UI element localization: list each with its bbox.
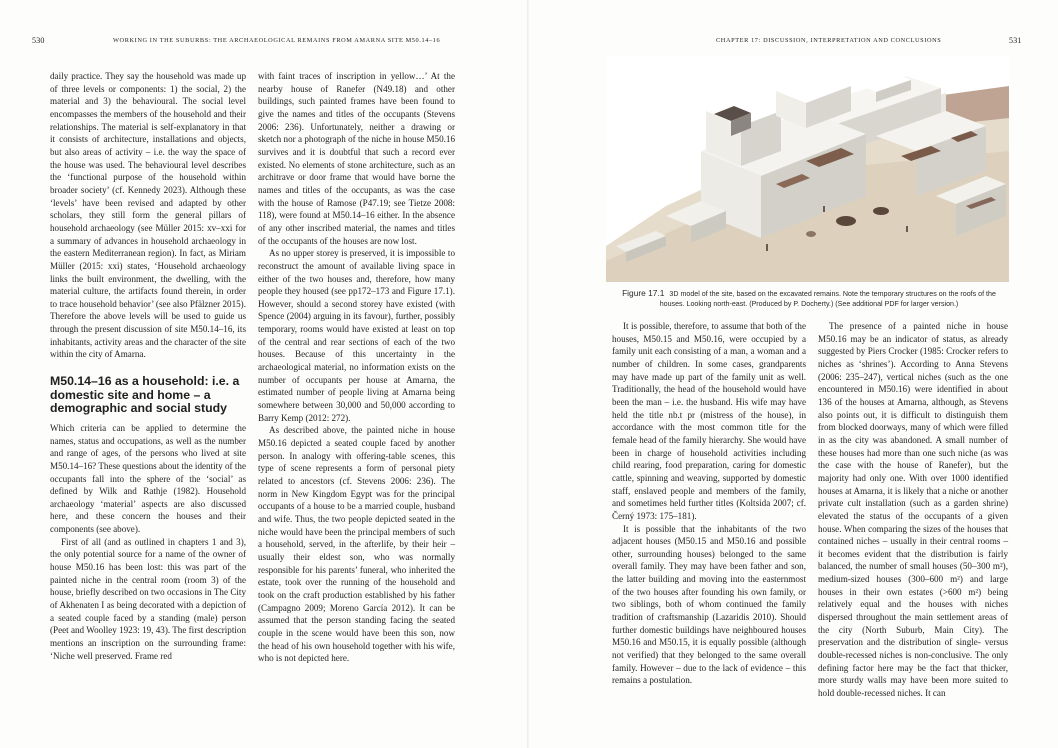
right-column-1: [612, 320, 806, 687]
paragraph: daily practice. They say the household was made up of three levels or components: 1) the social, 2) the material and 3) the behavioural. The social level encompasses the members of the household and their relationships. The material is self-explanatory in that it consists of architecture, installations and objects, but also areas of activity – i.e. the way the space of the house was used. The behavioural level describes the ‘functional purpose of the household within broader society’ (cf. Kennedy 2023). Although these ‘levels’ have been revised and adapted by other scholars, they still form the general pillars of household archaeology (see Müller 2015: xv–xxi for a summary of advances in household archaeology in the eastern Mediterranean region). In fact, as Miriam Müller (2015: xxi) states, ‘Household archaeology links the built environment, the dwelling, with the material culture, the artifacts found therein, in order to trace household behavior’ (see also Pfälzner 2015). Therefore the above levels will be used to guide us through the present discussion of site M50.14–16, its inhabitants, activity areas and the character of the site within the city of Amarna.: [50, 71, 246, 360]
figure-caption: [612, 288, 1006, 310]
paragraph: It is possible that the inhabitants of the two adjacent houses (M50.15 and M50.16 and possible other, surrounding houses) belonged to the same overall family. They may have been father and son, the latter building and moving into the easternmost of the two houses after founding his own family, or two siblings, both of whom continued the family tradition of craftsmanship (Lazaridis 2010). Should further domestic buildings have neighboured houses M50.16 and M50.15, it is equally possible (although not verified) that they belonged to the same overall family. However – due to the lack of evidence – this remains a postulation.: [612, 523, 806, 686]
left-column-1: [50, 70, 246, 662]
section-heading: M50.14–16 as a household: i.e. a domestic site and home – a demographic and social study: [50, 374, 240, 416]
page-number-right: 531: [1009, 36, 1022, 45]
paragraph: As described above, the painted niche in house M50.16 depicted a seated couple faced by another person. In analogy with offering-table scenes, this type of scene represents a form of personal piety related to ancestors (cf. Stevens 2006: 236). The norm in New Kingdom Egypt was for the principal occupants of a house to be a married couple, husband and wife. Thus, the two people depicted seated in the niche would have been the principal members of such a household, served, in the afterlife, by their heir – usually their eldest son, who was normally responsible for his parents’ funeral, who inherited the estate, took over the running of the household and took on the craft production established by his father (Campagno 2009; Moreno García 2012). It can be assumed that the person standing facing the seated couple in the scene would have been this son, now the head of his own household together with his wife, who is not depicted here.: [258, 425, 455, 664]
figure-label: Figure 17.1: [622, 288, 665, 298]
paragraph: with faint traces of inscription in yellow…’ At the nearby house of Ranefer (N49.18) and other buildings, such painted frames have been found to give the names and titles of the occupants (Stevens 2006: 236). Unfortunately, neither a drawing or sketch nor a photograph of the niche in house M50.16 survives and it is doubtful that such a record ever existed. No elements of stone architecture, such as an architrave or door frame that would have borne the names and titles of the occupants, as was the case with the house of Ramose (P47.19; see Tietze 2008: 118), were found at M50.14–16 either. In the absence of any other inscribed material, the names and titles of the occupants of the houses are now lost.: [258, 71, 455, 246]
figure-caption-text: 3D model of the site, based on the excavated remains. Note the temporary structures on the roofs of the houses. Looking north-east. (Produced by P. Docherty.) (See additional PDF for larger version.): [659, 290, 996, 309]
right-column-2: [818, 320, 1008, 700]
site-model-illustration: [606, 56, 1009, 282]
paragraph: First of all (and as outlined in chapters 1 and 3), the only potential source for a name of the owner of house M50.16 has been lost: this was part of the painted niche in the central room (room 3) of the house, briefly described on two occasions in The City of Akhenaten I as being decorated with a depiction of a seated couple faced by a standing (male) person (Peet and Woolley 1923: 19, 43). The first description mentions an inscription on the surrounding frame: ‘Niche well preserved. Frame red: [50, 536, 246, 661]
page-number-left: 530: [32, 36, 45, 45]
running-head-right: CHAPTER 17: DISCUSSION, INTERPRETATION AND CONCLUSIONS: [716, 37, 942, 44]
running-head-left: WORKING IN THE SUBURBS: THE ARCHAEOLOGICAL REMAINS FROM AMARNA SITE M50.14–16: [113, 37, 441, 44]
left-column-2: [258, 70, 455, 665]
paragraph: It is possible, therefore, to assume that both of the houses, M50.15 and M50.16, were occupied by a family unit each consisting of a man, a woman and a number of children. In some cases, grandparents may have made up part of the family unit as well. Traditionally, the head of the household would have been the man – i.e. the husband. His wife may have held the title nb.t pr (mistress of the house), in accordance with the most common title for the female head of the family hierarchy. She would have been in charge of household activities including child rearing, food preparation, caring for domestic cattle, spinning and weaving, supported by domestic staff, enslaved people and members of the family, and sometimes held further titles (Koltsida 2007; cf. Černý 1973: 175–181).: [612, 321, 806, 521]
figure-3d-model: [606, 56, 1009, 282]
paragraph: Which criteria can be applied to determine the names, status and occupations, as well as the number and range of ages, of the persons who lived at site M50.14–16? These questions about the identity of the occupants fall into the sphere of the ‘social’ as defined by Wilk and Rathje (1982). Household archaeology ‘material’ aspects are also discussed here, and these concern the houses and their components (see above).: [50, 422, 246, 535]
paragraph: As no upper storey is preserved, it is impossible to reconstruct the amount of available living space in either of the two houses and, therefore, how many people they housed (see pp172–173 and Figure 17.1). However, should a second storey have existed (with Spence (2004) arguing in its favour), further, possibly temporary, rooms would have existed at least on top of the central and rear sections of each of the two houses. Because of this uncertainty in the archaeological material, no information exists on the number of occupants per house at Amarna, the estimated number of people living at Amarna being somewhere between 30,000 and 50,000 according to Barry Kemp (2012: 272).: [258, 248, 455, 423]
paragraph: The presence of a painted niche in house M50.16 may be an indicator of status, as already suggested by Piers Crocker (1985: Crocker refers to niches as ‘shrines’). According to Anna Stevens (2006: 235–247), vertical niches (such as the one encountered in M50.16) were identified in about 136 of the houses at Amarna, although, as Stevens also points out, it is difficult to distinguish them from blocked doorways, many of which were filled in as the city was abandoned. A small number of these houses had more than one such niche (as was the case with the house of Ranefer), but the majority had only one. With over 1000 identified houses at Amarna, it is likely that a niche or another private cult installation (such as a garden shrine) elevated the status of the occupants of a given house. When comparing the sizes of the houses that contained niches – usually in their central rooms – it becomes evident that the distribution is fairly balanced, the number of small houses (50–300 m²), medium-sized houses (300–600 m²) and large houses in their own estates (>600 m²) being relatively equal and the houses with niches dispersed throughout the main settlement areas of the city (North Suburb, Main City). The preservation and the distribution of single- versus double-recessed niches is non-conclusive. The only defining factor here may be the fact that thicker, more sturdy walls may have been more suited to hold double-recessed niches. It can: [818, 321, 1008, 699]
